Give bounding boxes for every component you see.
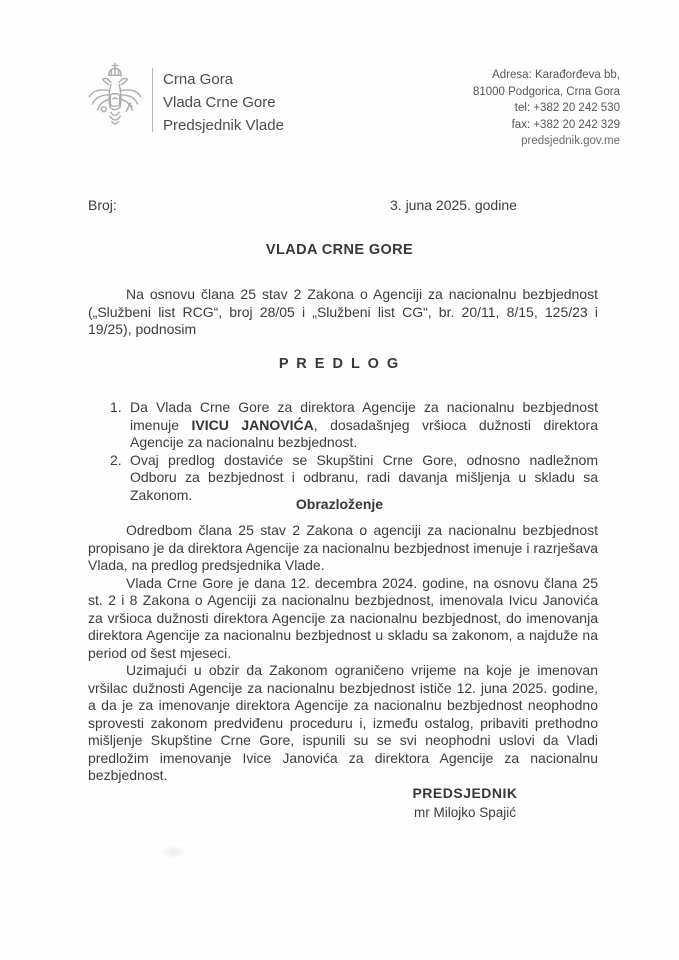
address-line: 81000 Podgorica, Crna Gora: [472, 85, 620, 98]
predlog-heading: P R E D L O G: [278, 356, 401, 372]
list-item-text-pre: Da Vlada Crne Gore za direktora Agencije za nacionalnu bezbjednost imenuje: [130, 399, 598, 433]
body-paragraph: Odredbom člana 25 stav 2 Zakona o agenciji za nacionalnu bezbjednost propisano je da direktora Agencije za nacionalnu bezbjednost imenuje i razrješava Vlada, na predlog predsjednika Vlade.: [88, 522, 598, 573]
org-country: Crna Gora: [163, 71, 234, 88]
org-office: Predsjednik Vlade: [163, 117, 284, 134]
org-government: Vlada Crne Gore: [163, 94, 276, 111]
predlog-list: [110, 399, 598, 504]
body-paragraph: Uzimajući u obzir da Zakonom ograničeno vrijeme na koje je imenovan vršilac dužnosti Agencije za nacionalnu bezbjednost ističe 12. juna 2025. godine, a da je za imenovanje direktora Agencije za nacionalnu bezbjednost neophodno sprovesti zakonom predviđenu proceduru i, između ostalog, pribaviti prethodno mišljenje Skupštine Crne Gore, ispunili su se svi neophodni uslovi da Vladi predložim imenovanje Ivice Janovića za direktora Agencije za nacionalnu bezbjednost.: [88, 662, 598, 783]
address-block: [378, 67, 620, 150]
address-line: Adresa: Karađorđeva bb,: [492, 69, 620, 81]
org-block: [163, 68, 284, 137]
coat-of-arms-icon: [84, 62, 146, 144]
website-text: predsjednik.gov.me: [521, 135, 620, 147]
scan-smudge: [160, 845, 186, 859]
list-item: [110, 399, 598, 452]
page-title: VLADA CRNE GORE: [265, 242, 414, 258]
meta-row: [88, 197, 598, 213]
intro-paragraph: Na osnovu člana 25 stav 2 Zakona o Agenciji za nacionalnu bezbjednost („Službeni list RCG“, broj 28/05 i „Službeni list CG“, br. 20/11, 8/15, 125/23 i 19/25), podnosim: [88, 286, 598, 337]
list-item-text: [130, 399, 598, 452]
phone-line: tel: +382 20 242 530: [514, 102, 620, 114]
broj-label: Broj:: [88, 197, 117, 213]
list-item-number: 2.: [110, 451, 122, 468]
list-item-text-pre: Ovaj predlog dostaviće se Skupštini Crne Gore, odnosno nadležnom Odboru za bezbjednost i odbranu, radi davanja mišljenja u skladu sa Zakonom.: [130, 451, 598, 503]
signature-block: [340, 785, 590, 820]
body-paragraph: Vlada Crne Gore je dana 12. decembra 2024. godine, na osnovu člana 25 st. 2 i 8 Zakona o Agenciji za nacionalnu bezbjednost, imenovala Ivicu Janovića za vršioca dužnosti direktora Agencije za nacionalnu bezbjednost, do imenovanja direktora Agencije za nacionalnu bezbjednost u skladu sa zakonom, a najduže na period od šest mjeseci.: [88, 574, 598, 661]
signature-name: mr Milojko Spajić: [413, 805, 517, 820]
obrazlozenje-heading: Obrazloženje: [295, 496, 384, 512]
list-item-text-post: , dosadašnjeg vršioca dužnosti direktora Agencije za nacionalnu bezbjednost.: [130, 416, 598, 450]
list-item-number: 1.: [110, 399, 122, 415]
header-divider: [152, 68, 153, 132]
date-value: 3. juna 2025. godine: [390, 197, 517, 213]
obrazlozenje-body: [88, 522, 598, 785]
fax-line: fax: +382 20 242 329: [511, 118, 620, 131]
signature-title: PREDSJEDNIK: [412, 785, 518, 801]
appointee-name: IVICU JANOVIĆA: [191, 416, 314, 433]
